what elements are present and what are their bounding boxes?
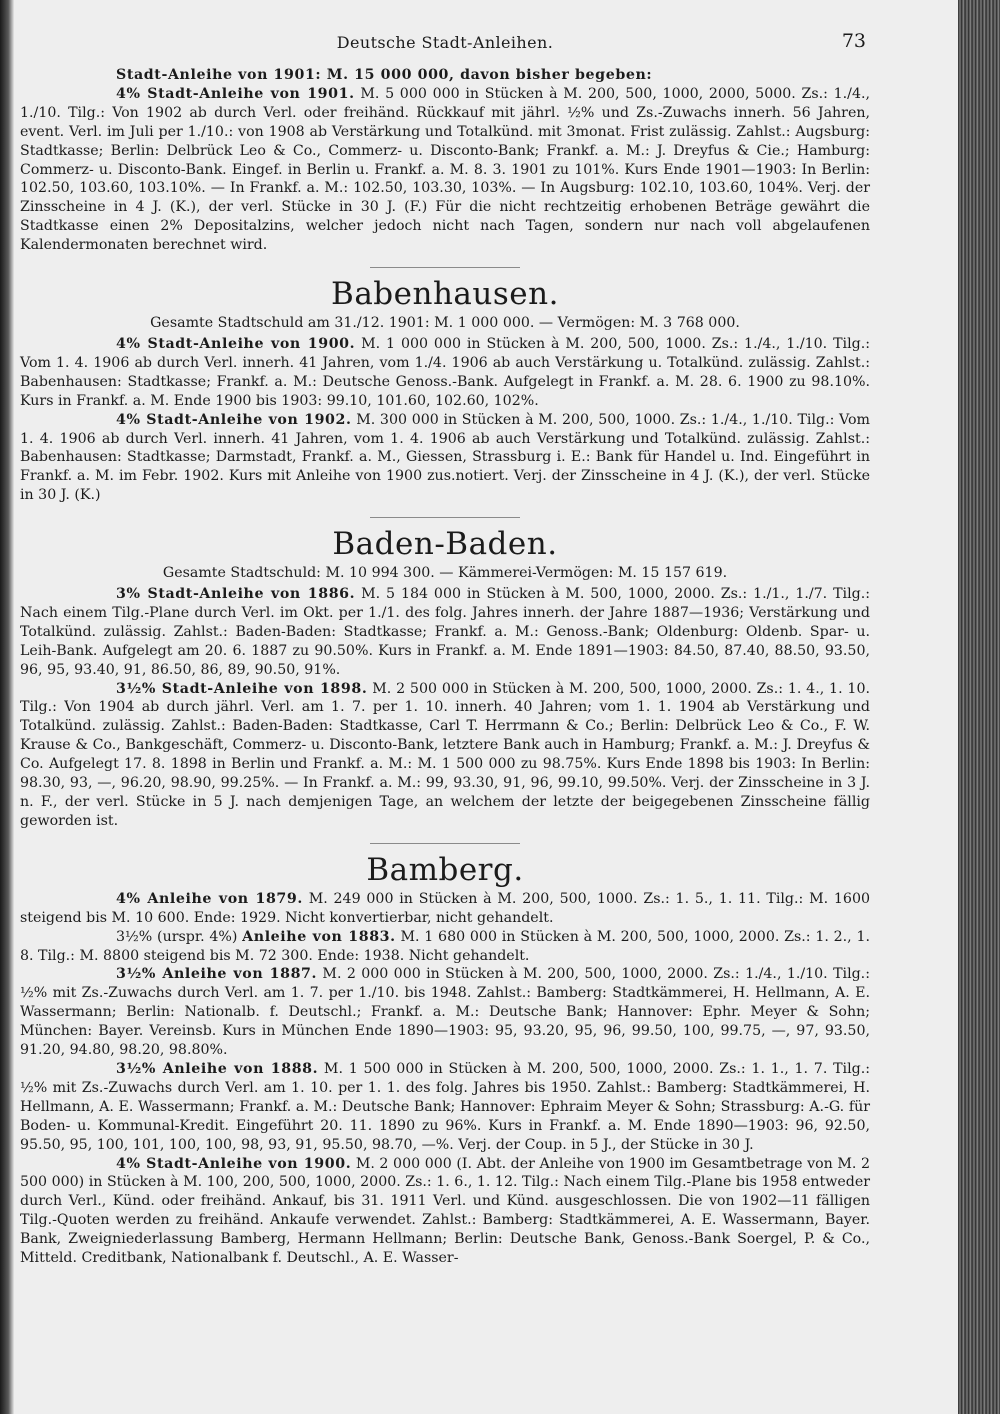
- loan-title-prefix: 3½% (urspr. 4%): [116, 928, 243, 945]
- loan-intro: [20, 66, 870, 85]
- loan-text: M. 5 184 000 in Stücken à M. 500, 1000, 2000. Zs.: 1./1., 1./7. Tilg.: Nach einem Tilg.-Plane durch Verl. im Okt. per 1./1. des folg. Jahres innerh. der Jahre 1887—1936; Verstärkung und Totalkünd. zulässig. Zahlst.: Baden-Baden: Stadtkasse; Frankf. a. M.: Genoss.-Bank; Oldenburg: Oldenb. Spar- u. Leih-Bank. Aufgelegt am 20. 6. 1887 zu 90.50%. Kurs in Frankf. a. M. Ende 1891—1903: 84.50, 87.40, 88.50, 93.50, 96, 95, 93.40, 91, 86.50, 86, 89, 90.50, 91%.: [20, 586, 870, 678]
- loan-text: M. 2 500 000 in Stücken à M. 200, 500, 1000, 2000. Zs.: 1. 4., 1. 10. Tilg.: Von 1904 ab durch jährl. Verl. am 1. 7. per 1. 10. innerh. 40 Jahren; vom 1. 1. 1904 ab Verstärkung und Totalkünd. zulässig. Zahlst.: Baden-Baden: Stadtkasse, Carl T. Herrmann & Co.; Berlin: Delbrück Leo & Co., F. W. Krause & Co., Bankgeschäft, Commerz- u. Disconto-Bank, letztere Bank auch in Hamburg; Frankf. a. M.: J. Dreyfus & Co. Aufgelegt 17. 8. 1898 in Berlin und Frankf. a. M.: M. 1 500 000 zu 98.75%. Kurs Ende 1898 bis 1903: In Berlin: 98.30, 93, —, 96.20, 98.90, 99.25%. — In Frankf. a. M.: 99, 93.30, 91, 96, 99.10, 99.50%. Verj. der Zinsscheine in 3 J. n. F., der verl. Stücke in 5 J. nach demjenigen Tage, an welchem der letzte der beigegebenen Zinsscheine fällig geworden ist.: [20, 680, 870, 829]
- loan-text: M. 1 000 000 in Stücken à M. 200, 500, 1000. Zs.: 1./4., 1./10. Tilg.: Vom 1. 4. 1906 ab durch Verl. innerh. 41 Jahren, vom 1./4. 1906 ab auch Verstärkung u. Totalkünd. zulässig. Zahlst.: Babenhausen: Stadtkasse; Frankf. a. M.: Deutsche Genoss.-Bank. Aufgelegt in Frankf. a. M. 28. 6. 1900 zu 98.10%. Kurs in Frankf. a. M. Ende 1900 bis 1903: 99.10, 101.60, 102.60, 102%.: [20, 335, 870, 409]
- loan-entry: [20, 928, 870, 966]
- page-number: 73: [841, 30, 866, 52]
- loan-text: M. 249 000 in Stücken à M. 200, 500, 1000. Zs.: 1. 5., 1. 11. Tilg.: M. 1600 steigend bis M. 10 600. Ende: 1929. Nicht konvertierbar, nicht gehandelt.: [20, 890, 870, 926]
- document-page: [20, 30, 870, 1268]
- loan-text: M. 5 000 000 in Stücken à M. 200, 500, 1000, 2000, 5000. Zs.: 1./4., 1./10. Tilg.: Von 1902 ab durch Verl. oder freihänd. Rückkauf mit jährl. ½% und Zs.-Zuwachs innerh. 56 Jahren, event. Verl. im Juli per 1./10.: von 1908 ab Verstärkung und Totalkünd. mit 3monat. Frist zulässig. Zahlst.: Augsburg: Stadtkasse; Berlin: Delbrück Leo & Co., Commerz- u. Disconto-Bank; Frankf. a. M.: J. Dreyfus & Cie.; Hamburg: Commerz- u. Disconto-Bank. Eingef. in Berlin u. Frankf. a. M. 8. 3. 1901 zu 101%. Kurs Ende 1901—1903: In Berlin: 102.50, 103.60, 103.10%. — In Frankf. a. M.: 102.50, 103.30, 103%. — In Augsburg: 102.10, 103.60, 104%. Verj. der Zinsscheine in 4 J. (K.), der verl. Stücke in 30 J. (F.) Für die nicht rechtzeitig erhobenen Beträge gewährt die Stadtkasse einen 2% Depositalzins, welcher jedoch nicht nach Tagen, sondern nur nach voll abgelaufenen Kalendermonaten berechnet wird.: [20, 85, 870, 254]
- loan-title: 4% Stadt-Anleihe von 1902.: [116, 411, 352, 428]
- scan-book-edge: [958, 0, 1000, 1414]
- city-summary-baden-baden: Gesamte Stadtschuld: M. 10 994 300. — Kämmerei-Vermögen: M. 15 157 619.: [162, 565, 728, 582]
- loan-entry: [20, 85, 870, 255]
- section-divider: [370, 843, 520, 844]
- loan-title: 4% Anleihe von 1879.: [116, 890, 303, 907]
- loan-entry: [20, 1155, 870, 1268]
- loan-title: 3½% Stadt-Anleihe von 1898.: [116, 680, 368, 697]
- loan-title: 4% Stadt-Anleihe von 1901.: [116, 85, 355, 102]
- loan-title: 4% Stadt-Anleihe von 1900.: [116, 335, 356, 352]
- loan-title: 3½% Anleihe von 1888.: [116, 1060, 319, 1077]
- section-divider: [370, 517, 520, 518]
- loan-text: M. 2 000 000 in Stücken à M. 200, 500, 1000, 2000. Zs.: 1./4., 1./10. Tilg.: ½% mit Zs.-Zuwachs durch Verl. am 1. 7. per 1./10. bis 1948. Zahlst.: Bamberg: Stadtkämmerei, H. Hellmann, A. E. Wassermann; Berlin: Nationalb. f. Deutschl.; Frankf. a. M.: Deutsche Bank; Hannover: Ephr. Meyer & Sohn; München: Bayer. Vereinsb. Kurs in München Ende 1890—1903: 95, 93.20, 95, 96, 99.50, 100, 99.75, —, 97, 93.50, 91.20, 94.80, 98.20, 98.80%.: [20, 966, 870, 1059]
- loan-text: M. 300 000 in Stücken à M. 200, 500, 1000. Zs.: 1./4., 1./10. Tilg.: Vom 1. 4. 1906 ab durch Verl. innerh. 41 Jahren, vom 1. 4. 1906 ab auch Verstärkung und Totalkünd. zulässig. Zahlst.: Babenhausen: Stadtkasse; Darmstadt, Frankf. a. M., Giessen, Strassburg i. E.: Bank für Handel u. Ind. Eingeführt in Frankf. a. M. im Febr. 1902. Kurs mit Anleihe von 1900 zus.notiert. Verj. der Zinsscheine in 4 J. (K.), der verl. Stücke in 30 J. (K.): [20, 411, 870, 504]
- loan-entry: [20, 680, 870, 831]
- loan-entry: [20, 585, 870, 680]
- loan-entry: [20, 965, 870, 1060]
- loan-entry: [20, 1060, 870, 1155]
- loan-title: 3½% Anleihe von 1887.: [116, 966, 318, 983]
- loan-entry: [20, 411, 870, 506]
- loan-title: 3% Stadt-Anleihe von 1886.: [116, 586, 356, 603]
- running-title: Deutsche Stadt-Anleihen.: [336, 33, 554, 52]
- loan-text: M. 1 680 000 in Stücken à M. 200, 500, 1000, 2000. Zs.: 1. 2., 1. 8. Tilg.: M. 8800 steigend bis M. 72 300. Ende: 1938. Nicht gehandelt.: [20, 928, 870, 964]
- loan-title: Anleihe von 1883.: [242, 928, 396, 945]
- city-summary-babenhausen: Gesamte Stadtschuld am 31./12. 1901: M. 1 000 000. — Vermögen: M. 3 768 000.: [150, 315, 740, 332]
- loan-intro-text: Stadt-Anleihe von 1901: M. 15 000 000, davon bisher begeben:: [116, 67, 653, 83]
- loan-entry: [20, 890, 870, 928]
- section-divider: [370, 267, 520, 268]
- loan-title: 4% Stadt-Anleihe von 1900.: [116, 1155, 352, 1172]
- running-header: [20, 30, 870, 60]
- loan-text: M. 2 000 000 (I. Abt. der Anleihe von 1900 im Gesamtbetrage von M. 2 500 000) in Stücken à M. 100, 200, 500, 1000, 2000. Zs.: 1. 6., 1. 12. Tilg.: Nach einem Tilg.-Plane bis 1958 entweder durch Verl., Künd. oder freihänd. Ankauf, bis 31. 1911 Verl. und Künd. ausgeschlossen. Die von 1902—11 fälligen Tilg.-Quoten werden zu freihänd. Ankaufe verwendet. Zahlst.: Bamberg: Stadtkämmerei, A. E. Wassermann, Bayer. Bank, Zweigniederlassung Bamberg, Hermann Hellmann; Berlin: Deutsche Bank, Genoss.-Bank Soergel, P. & Co., Mitteld. Creditbank, Nationalbank f. Deutschl., A. E. Wasser-: [20, 1155, 871, 1267]
- city-heading-babenhausen: Babenhausen.: [331, 276, 559, 313]
- city-heading-baden-baden: Baden-Baden.: [332, 526, 558, 563]
- scan-left-edge: [0, 0, 14, 1414]
- loan-text: M. 1 500 000 in Stücken à M. 200, 500, 1000, 2000. Zs.: 1. 1., 1. 7. Tilg.: ½% mit Zs.-Zuwachs durch Verl. am 1. 10. per 1. 1. des folg. Jahres bis 1950. Zahlst.: Bamberg: Stadtkämmerei, H. Hellmann, A. E. Wassermann; Frankf. a. M.: Deutsche Bank; Hannover: Ephraim Meyer & Sohn; Strassburg: A.-G. für Boden- u. Kommunal-Kredit. Eingeführt 20. 11. 1890 zu 96%. Kurs in Frankf. a. M. Ende 1890—1903: 96, 92.50, 95.50, 95, 100, 101, 100, 100, 98, 93, 91, 95.50, 98.70, —%. Verj. der Coup. in 5 J., der Stücke in 30 J.: [20, 1060, 870, 1153]
- loan-entry: [20, 335, 870, 411]
- city-heading-bamberg: Bamberg.: [366, 851, 524, 888]
